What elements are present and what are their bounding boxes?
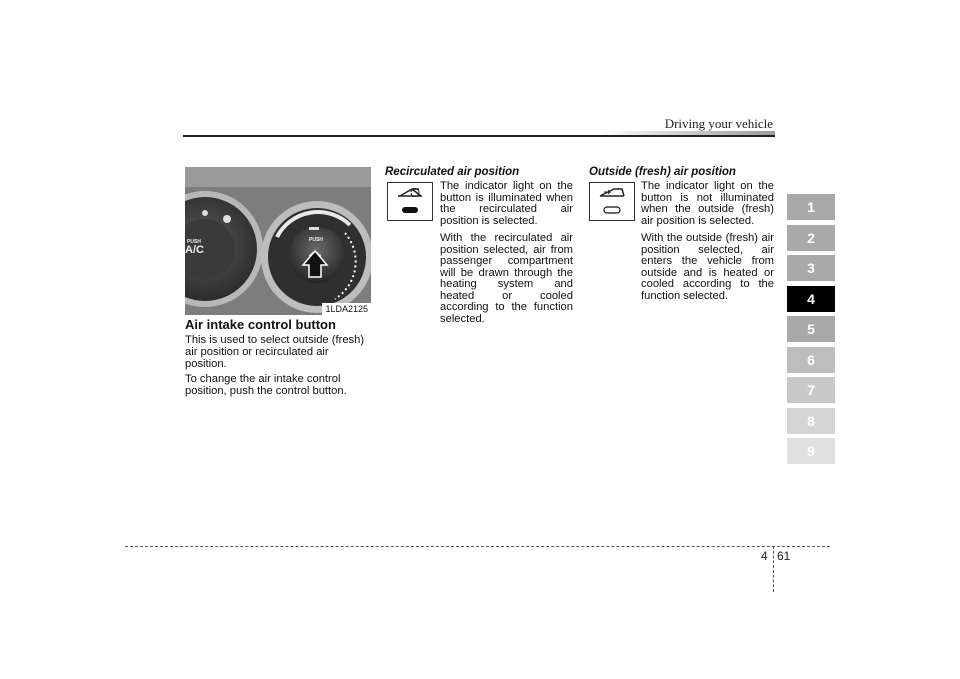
outside-title: Outside (fresh) air position	[589, 166, 736, 178]
push-label-left: PUSH	[187, 239, 201, 245]
outside-text-2: With the outside (fresh) air position selected, air enters the vehicle from outside and is heated or cooled according to the function selected.	[641, 232, 774, 302]
chapter-tab-1[interactable]: 1	[787, 194, 835, 220]
header-rule	[183, 135, 775, 137]
recirculated-text-2: With the recirculated air position selected, air from passenger compartment will be drawn through the heating system and heated or cooled according to the function selected.	[440, 232, 573, 325]
page-number: 61	[777, 549, 791, 563]
climate-control-photo	[185, 167, 371, 315]
ac-label: A/C	[185, 244, 204, 256]
instruction-paragraph: To change the air intake control position, push the control button.	[185, 373, 347, 397]
chapter-tab-4[interactable]: 4	[787, 286, 835, 312]
chapter-tab-7[interactable]: 7	[787, 377, 835, 403]
air-intake-heading: Air intake control button	[185, 317, 336, 332]
chapter-tab-8[interactable]: 8	[787, 408, 835, 434]
outside-text-1: The indicator light on the button is not illuminated when the outside (fresh) air position is selected.	[641, 180, 774, 227]
chapter-tab-3[interactable]: 3	[787, 255, 835, 281]
chapter-tabs	[787, 194, 835, 469]
chapter-tab-6[interactable]: 6	[787, 347, 835, 373]
chapter-number: 4	[761, 549, 768, 563]
outside-air-icon	[589, 182, 635, 221]
chapter-tab-9[interactable]: 9	[787, 438, 835, 464]
footer-rule	[125, 546, 830, 547]
push-label-right: PUSH	[309, 237, 323, 243]
recirculated-text-1: The indicator light on the button is illuminated when the recirculated air position is selected.	[440, 180, 573, 227]
recirculated-title: Recirculated air position	[385, 166, 520, 178]
recirculated-air-icon	[387, 182, 433, 221]
figure-code: 1LDA2125	[322, 303, 371, 315]
chapter-tab-5[interactable]: 5	[787, 316, 835, 342]
section-title: Driving your vehicle	[664, 116, 773, 131]
chapter-tab-2[interactable]: 2	[787, 225, 835, 251]
footer-divider	[773, 546, 774, 592]
intro-paragraph: This is used to select outside (fresh) air position or recirculated air position.	[185, 334, 365, 370]
climate-panel-illustration	[185, 167, 371, 315]
